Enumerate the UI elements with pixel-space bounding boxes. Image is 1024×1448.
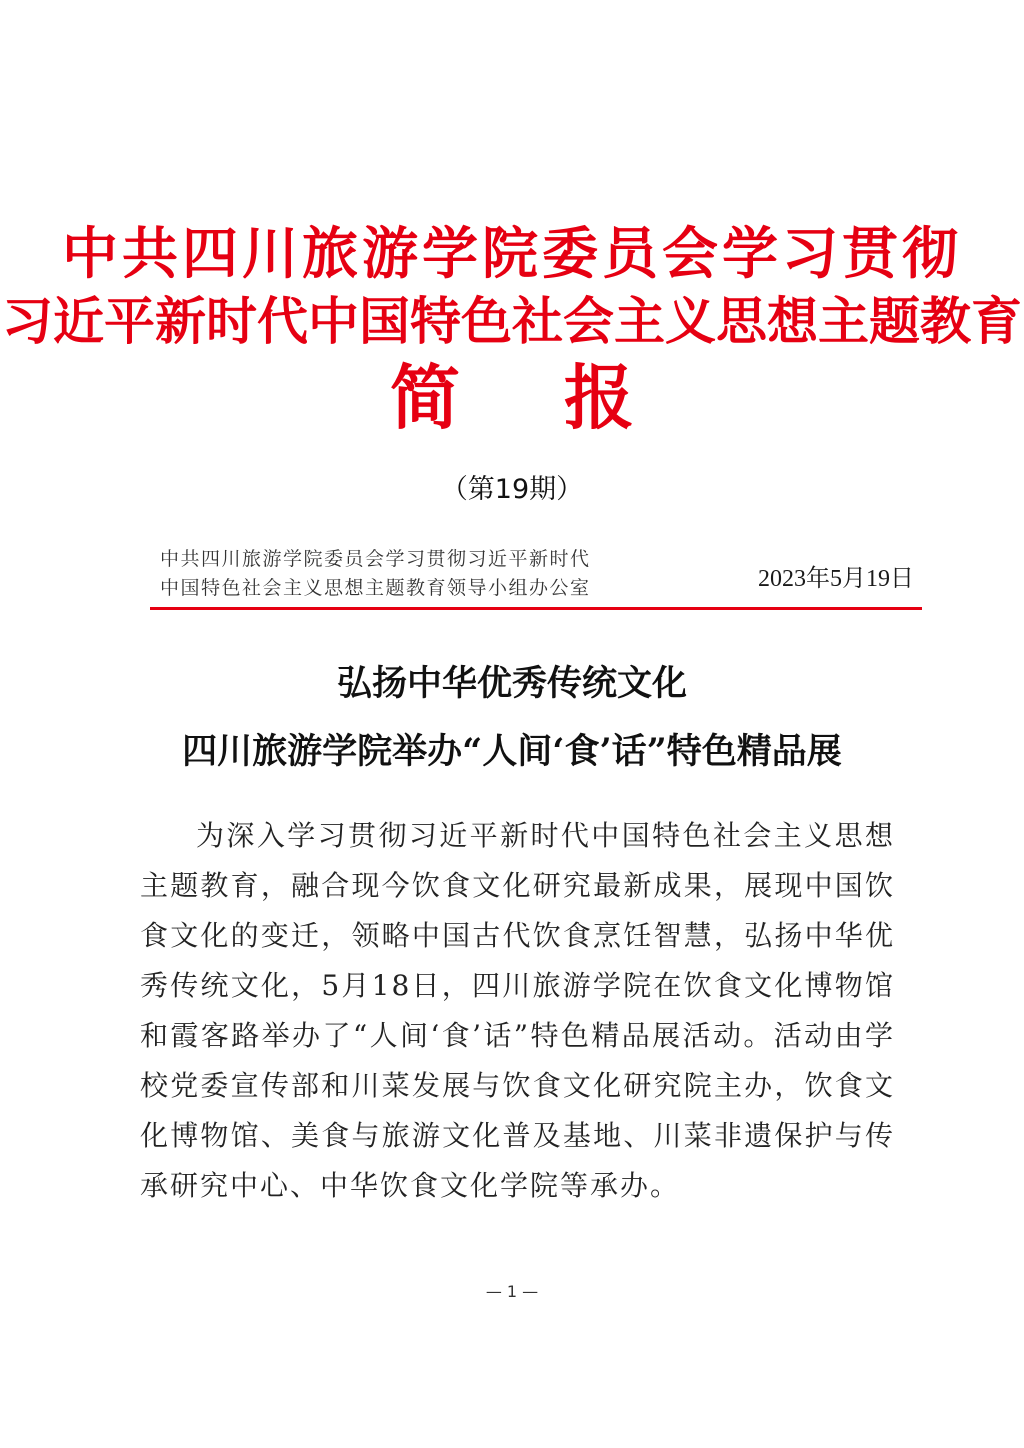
issuer-block: [160, 545, 591, 603]
issuer-line-2: 中国特色社会主义思想主题教育领导小组办公室: [160, 577, 591, 599]
red-divider-rule: [150, 607, 922, 610]
issue-date: 2023年5月19日: [758, 566, 914, 592]
page-number: — 1 —: [485, 1282, 539, 1301]
issuer-line-1: 中共四川旅游学院委员会学习贯彻习近平新时代: [160, 548, 591, 570]
article-title-line-2: 四川旅游学院举办“人间‘食’话”特色精品展: [182, 731, 842, 772]
article-body-paragraph: 为深入学习贯彻习近平新时代中国特色社会主义思想主题教育，融合现今饮食文化研究最新成果，展现中国饮食文化的变迁，领略中国古代饮食烹饪智慧，弘扬中华优秀传统文化，5月18日，四川旅游学院在饮食文化博物馆和霞客路举办了“人间‘食’话”特色精品展活动。活动由学校党委宣传部和川菜发展与饮食文化研究院主办，饮食文化博物馆、美食与旅游文化普及基地、川菜非遗保护与传承研究中心、中华饮食文化学院等承办。: [140, 819, 895, 1202]
issue-number: （第19期）: [440, 474, 584, 505]
masthead-bulletin-title: 简报: [390, 357, 738, 439]
article-title-line-1: 弘扬中华优秀传统文化: [336, 663, 687, 704]
masthead-title-line-1: 中共四川旅游学院委员会学习贯彻: [62, 222, 962, 287]
masthead-title-line-2: 习近平新时代中国特色社会主义思想主题教育: [1, 293, 1022, 352]
